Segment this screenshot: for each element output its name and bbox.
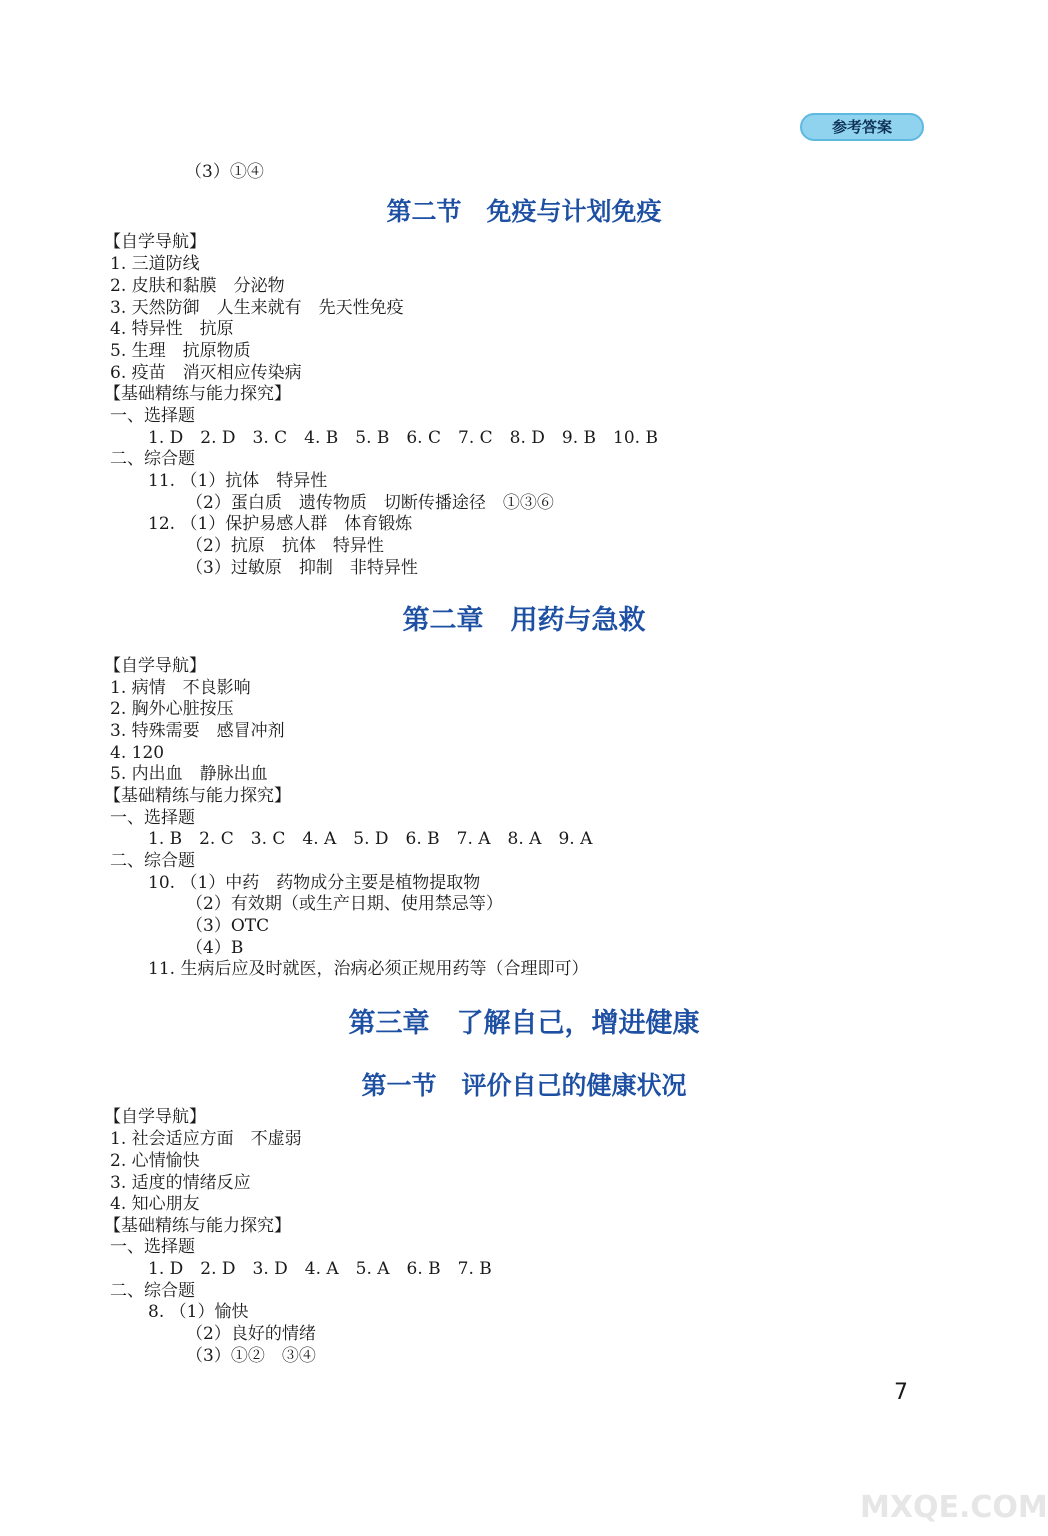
answer-line: 二、综合题 xyxy=(110,851,195,871)
answer-line: （2）蛋白质 遗传物质 切断传播途径 ①③⑥ xyxy=(186,493,554,513)
answer-line: 一、选择题 xyxy=(110,1237,195,1257)
answer-line: 1. 病情 不良影响 xyxy=(110,678,251,698)
answer-line: 1. D 2. D 3. D 4. A 5. A 6. B 7. B xyxy=(148,1259,492,1279)
answer-line: 2. 皮肤和黏膜 分泌物 xyxy=(110,276,285,296)
answer-key-badge: 参考答案 xyxy=(800,113,924,141)
answer-line: （2）有效期（或生产日期、使用禁忌等） xyxy=(186,894,503,914)
answer-line: 3. 适度的情绪反应 xyxy=(110,1173,251,1193)
answer-line: 8. （1）愉快 xyxy=(148,1302,249,1322)
answer-line: 1. D 2. D 3. C 4. B 5. B 6. C 7. C 8. D 9. B 10. B xyxy=(148,428,658,448)
answer-line: 一、选择题 xyxy=(110,406,195,426)
answer-line: 11. （1）抗体 特异性 xyxy=(148,471,328,491)
answer-line: 5. 内出血 静脉出血 xyxy=(110,764,268,784)
answer-line: 5. 生理 抗原物质 xyxy=(110,341,251,361)
answer-line: 【自学导航】 xyxy=(104,1107,206,1127)
answer-line: 【基础精练与能力探究】 xyxy=(104,1216,291,1236)
answer-line: （4）B xyxy=(186,938,244,958)
answer-line: 4. 特异性 抗原 xyxy=(110,319,234,339)
watermark: MXQE.COM xyxy=(860,1490,1048,1525)
answer-line: 4. 知心朋友 xyxy=(110,1194,200,1214)
answer-line: 12. （1）保护易感人群 体育锻炼 xyxy=(148,514,413,534)
chapter-heading: 第二章 用药与急救 xyxy=(402,605,646,636)
answer-line: （2）良好的情绪 xyxy=(186,1324,316,1344)
answer-line: 【基础精练与能力探究】 xyxy=(104,384,291,404)
answer-line: （3）过敏原 抑制 非特异性 xyxy=(186,558,418,578)
answer-line: 二、综合题 xyxy=(110,449,195,469)
answer-line: （2）抗原 抗体 特异性 xyxy=(186,536,384,556)
answer-line: 【基础精练与能力探究】 xyxy=(104,786,291,806)
answer-line: 3. 天然防御 人生来就有 先天性免疫 xyxy=(110,298,404,318)
answer-line: 1. 三道防线 xyxy=(110,254,200,274)
answer-line: 二、综合题 xyxy=(110,1281,195,1301)
answer-line: 6. 疫苗 消灭相应传染病 xyxy=(110,363,302,383)
answer-line: 3. 特殊需要 感冒冲剂 xyxy=(110,721,285,741)
answer-line: （3）①② ③④ xyxy=(186,1346,316,1366)
answer-line: 2. 心情愉快 xyxy=(110,1151,200,1171)
answer-line: 【自学导航】 xyxy=(104,232,206,252)
answer-line: 1. B 2. C 3. C 4. A 5. D 6. B 7. A 8. A 9. A xyxy=(148,829,593,849)
answer-line: 1. 社会适应方面 不虚弱 xyxy=(110,1129,302,1149)
answer-line: （3）①④ xyxy=(185,162,264,182)
answer-line: 2. 胸外心脏按压 xyxy=(110,699,234,719)
answer-line: 4. 120 xyxy=(110,743,165,763)
section-heading: 第二节 免疫与计划免疫 xyxy=(386,197,662,226)
answer-line: （3）OTC xyxy=(186,916,270,936)
answer-line: 一、选择题 xyxy=(110,808,195,828)
answer-line: 11. 生病后应及时就医，治病必须正规用药等（合理即可） xyxy=(148,959,589,979)
page-number: 7 xyxy=(894,1380,908,1405)
section-heading: 第一节 评价自己的健康状况 xyxy=(361,1071,687,1100)
answer-line: 【自学导航】 xyxy=(104,656,206,676)
chapter-heading: 第三章 了解自己，增进健康 xyxy=(348,1008,700,1039)
answer-line: 10. （1）中药 药物成分主要是植物提取物 xyxy=(148,873,481,893)
